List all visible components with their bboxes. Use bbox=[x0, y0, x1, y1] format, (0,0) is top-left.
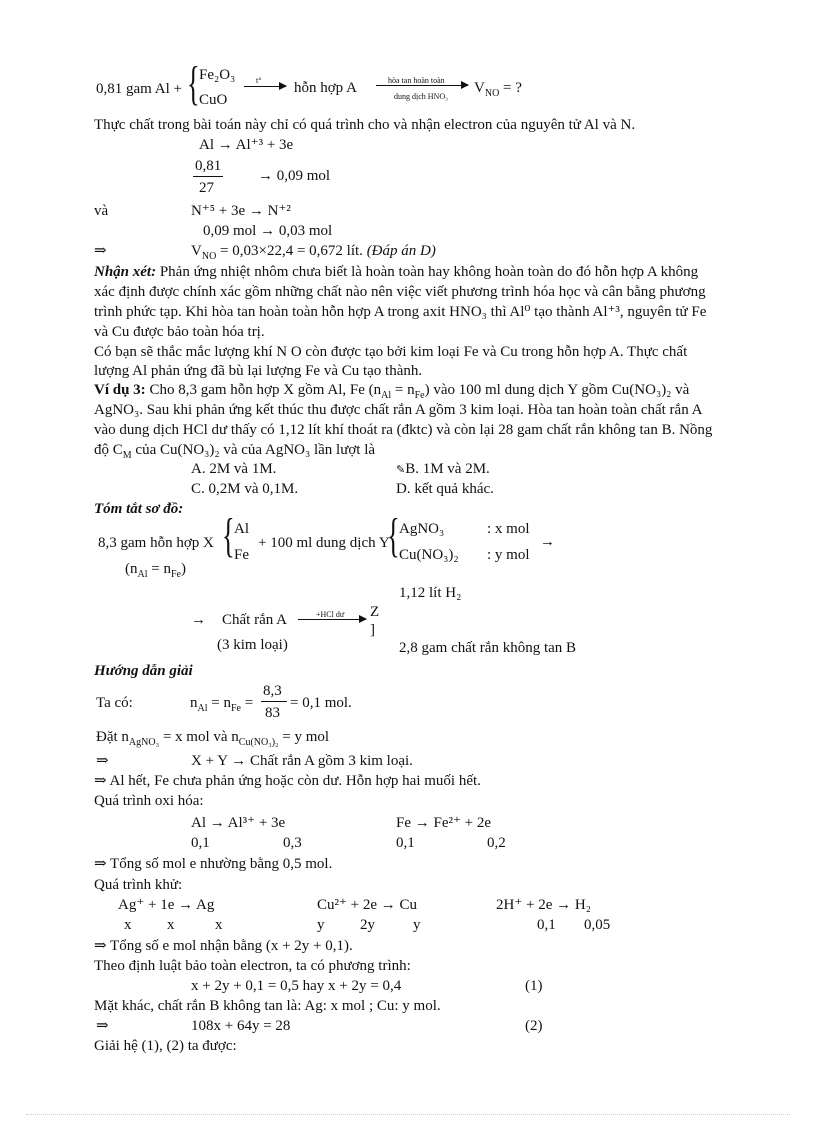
sol1-eq2: N⁺⁵ + 3e → N⁺² bbox=[191, 203, 291, 219]
guide-sum-recv: ⇒ Tổng số e mol nhận bằng (x + 2y + 0,1). bbox=[94, 938, 353, 954]
guide-oxi: Quá trình oxi hóa: bbox=[94, 793, 204, 809]
guide-rv-h2: 0,05 bbox=[584, 917, 611, 933]
guide-frac-num: 8,3 bbox=[263, 683, 282, 699]
guide-frac-bar bbox=[261, 701, 287, 702]
scheme-bracket: ] bbox=[370, 622, 375, 638]
page-divider bbox=[26, 1114, 790, 1115]
dissolve-arrow bbox=[376, 85, 468, 86]
sol1-eq1-val: → 0,09 mol bbox=[258, 168, 331, 184]
guide-dat: Đặt $n_{AgNO_3} = x$ mol và $n_{Cu(NO_3)_2} = y$ mol bbox=[96, 729, 330, 748]
guide-conc1: ⇒ Al hết, Fe chưa phản ứng hoặc còn dư. Hỗn hợp hai muối hết. bbox=[94, 773, 481, 789]
sol1-result: $V_{NO} = 0,03\times 22,4 = 0,672$ lít. (Đáp án D) bbox=[191, 243, 436, 262]
guide-rv-x1: x bbox=[124, 917, 132, 933]
guide-rv-h1: 0,1 bbox=[537, 917, 556, 933]
example3-line1: Ví dụ 3: Cho 8,3 gam hỗn hợp X gồm Al, Fe $(n_{Al} = n_{Fe})$ vào 100 ml dung dịch Y gồm Cu(NO₃)₂ và bbox=[94, 382, 690, 401]
remark-line5: Có bạn sẽ thắc mắc lượng khí N O còn được tạo bởi kim loại Fe và Cu trong hỗn hợp A. Thực chất bbox=[94, 344, 688, 360]
guide-other: Mặt khác, chất rắn B không tan là: Ag: x mol ; Cu: y mol. bbox=[94, 998, 441, 1014]
guide-ox-fe: Fe → Fe²⁺ + 2e bbox=[396, 815, 492, 831]
heat-arrow bbox=[244, 86, 286, 87]
question: $V_{NO}$ = ? bbox=[474, 80, 522, 99]
sol1-arrow: ⇒ bbox=[94, 243, 107, 259]
guide-ox-al: Al → Al³⁺ + 3e bbox=[191, 815, 286, 831]
remark-line6: lượng Al phản ứng đã bù lại lượng Fe và Cu tạo thành. bbox=[94, 363, 423, 379]
guide-rv-x2: x bbox=[167, 917, 175, 933]
guide-r3: 2H⁺ + 2e → H₂ bbox=[496, 897, 591, 913]
scheme-fe: Fe bbox=[234, 547, 249, 563]
scheme-b-solid: 2,8 gam chất rắn không tan B bbox=[399, 640, 577, 656]
guide-n-result: = 0,1 mol. bbox=[290, 695, 352, 711]
dissolve-bottom: dung dịch HNO₃ bbox=[394, 92, 448, 101]
guide-eq1: x + 2y + 0,1 = 0,5 hay x + 2y = 0,4 bbox=[191, 978, 402, 994]
brace: { bbox=[222, 509, 235, 562]
guide-solve: Giải hệ (1), (2) ta được: bbox=[94, 1038, 237, 1054]
guide-taco: Ta có: bbox=[96, 695, 133, 711]
guide-ox-v4: 0,2 bbox=[487, 835, 506, 851]
scheme-hcl-arrow bbox=[298, 619, 366, 620]
guide-rv-y2: 2y bbox=[360, 917, 375, 933]
guide-ox-v1: 0,1 bbox=[191, 835, 210, 851]
scheme-agno3-val: : x mol bbox=[487, 521, 530, 537]
scheme-agno3: AgNO₃ bbox=[399, 521, 445, 537]
remark-line2: xác định được chính xác gồm những chất nào nên việc viết phương trình hóa học và cân bằng phương bbox=[94, 284, 706, 300]
scheme-x: 8,3 gam hỗn hợp X bbox=[98, 535, 214, 551]
guide-rv-x3: x bbox=[215, 917, 223, 933]
cuo: CuO bbox=[199, 92, 228, 108]
scheme-three-metal: (3 kim loại) bbox=[217, 637, 288, 653]
example3-line2: AgNO₃. Sau khi phản ứng kết thúc thu được chất rắn A gồm 3 kim loại. Hòa tan hoàn toàn chất rắn A bbox=[94, 402, 703, 418]
guide-sum-give: ⇒ Tổng số mol e nhường bằng 0,5 mol. bbox=[94, 856, 333, 872]
guide-ox-v2: 0,3 bbox=[283, 835, 302, 851]
pen-mark-icon: ✎ bbox=[396, 464, 406, 476]
dissolve-top: hòa tan hoàn toàn bbox=[388, 76, 445, 85]
scheme-cuno3-val: : y mol bbox=[487, 547, 530, 563]
sol1-frac-num: 0,81 bbox=[195, 158, 222, 174]
guide-arrow2: ⇒ bbox=[96, 1018, 109, 1034]
example3-line4: độ $C_M$ của Cu(NO₃)₂ và của AgNO₃ lần lượt là bbox=[94, 442, 376, 461]
mixture-a: hỗn hợp A bbox=[294, 80, 357, 96]
heat-label: t° bbox=[256, 76, 262, 85]
scheme-solid-a: Chất rắn A bbox=[222, 612, 287, 628]
guide-ox-v3: 0,1 bbox=[396, 835, 415, 851]
guide-eq2: 108x + 64y = 28 bbox=[191, 1018, 291, 1034]
scheme-arrow-left: → bbox=[191, 612, 206, 628]
guide-khu: Quá trình khử: bbox=[94, 877, 183, 893]
guide-title: Hướng dẫn giải bbox=[94, 663, 193, 679]
remark-line3: trình phức tạp. Khi hòa tan hoàn toàn hỗn hợp A trong axit HNO₃ thì Al⁰ tạo thành Al⁺³, nguyên tử Fe bbox=[94, 304, 707, 320]
scheme-cuno3: Cu(NO₃)₂ bbox=[399, 547, 459, 563]
example3-line3: vào dung dịch HCl dư thấy có 1,12 lít khí thoát ra (đktc) và còn lại 28 gam chất rắn không tan B. Nồng bbox=[94, 422, 713, 438]
sol1-frac-den: 27 bbox=[199, 180, 214, 196]
scheme-hcl: +HCl dư bbox=[316, 610, 345, 619]
remark-line1: Nhận xét: Phản ứng nhiệt nhôm chưa biết là hoàn toàn hay không hoàn toàn do đó hỗn hợp A không bbox=[94, 264, 699, 280]
option-b: ✎B. 1M và 2M. bbox=[396, 461, 490, 477]
guide-frac-den: 83 bbox=[265, 705, 280, 721]
guide-rv-y3: y bbox=[413, 917, 421, 933]
fe2o3: Fe₂O₃ bbox=[199, 67, 236, 83]
sol1-line1: Thực chất trong bài toán này chỉ có quá trình cho và nhận electron của nguyên tử Al và N. bbox=[94, 117, 636, 133]
guide-r2: Cu²⁺ + 2e → Cu bbox=[317, 897, 418, 913]
sol1-va: và bbox=[94, 203, 109, 219]
option-d: D. kết quả khác. bbox=[396, 481, 494, 497]
remark-line4: và Cu được bảo toàn hóa trị. bbox=[94, 324, 265, 340]
guide-arrow1: ⇒ bbox=[96, 753, 109, 769]
option-a: A. 2M và 1M. bbox=[191, 461, 277, 477]
guide-r1: Ag⁺ + 1e → Ag bbox=[118, 897, 215, 913]
guide-n-expr: $n_{Al} = n_{Fe}$ = bbox=[190, 695, 254, 714]
given-mass: 0,81 gam Al + bbox=[96, 81, 182, 97]
sol1-eq2-val: 0,09 mol → 0,03 mol bbox=[203, 223, 333, 239]
scheme-al: Al bbox=[234, 521, 249, 537]
guide-eq2-num: (2) bbox=[525, 1018, 543, 1034]
scheme-h2: 1,12 lít H₂ bbox=[399, 585, 462, 601]
guide-eq1-num: (1) bbox=[525, 978, 543, 994]
brace: { bbox=[187, 57, 200, 110]
scheme-plus: + 100 ml dung dịch Y bbox=[258, 535, 390, 551]
scheme-z: Z bbox=[370, 604, 380, 620]
scheme-n-eq: $(n_{Al} = n_{Fe})$ bbox=[125, 561, 186, 580]
guide-rv-y1: y bbox=[317, 917, 325, 933]
scheme-arrow-right: → bbox=[540, 534, 555, 550]
scheme-title: Tóm tắt sơ đồ: bbox=[94, 501, 184, 517]
sol1-eq1: Al → Al⁺³ + 3e bbox=[199, 137, 294, 153]
guide-law: Theo định luật bảo toàn electron, ta có phương trình: bbox=[94, 958, 411, 974]
option-c: C. 0,2M và 0,1M. bbox=[191, 481, 299, 497]
guide-xy: X + Y → Chất rắn A gồm 3 kim loại. bbox=[191, 753, 413, 769]
brace: { bbox=[387, 509, 400, 562]
sol1-frac-bar bbox=[193, 176, 223, 177]
